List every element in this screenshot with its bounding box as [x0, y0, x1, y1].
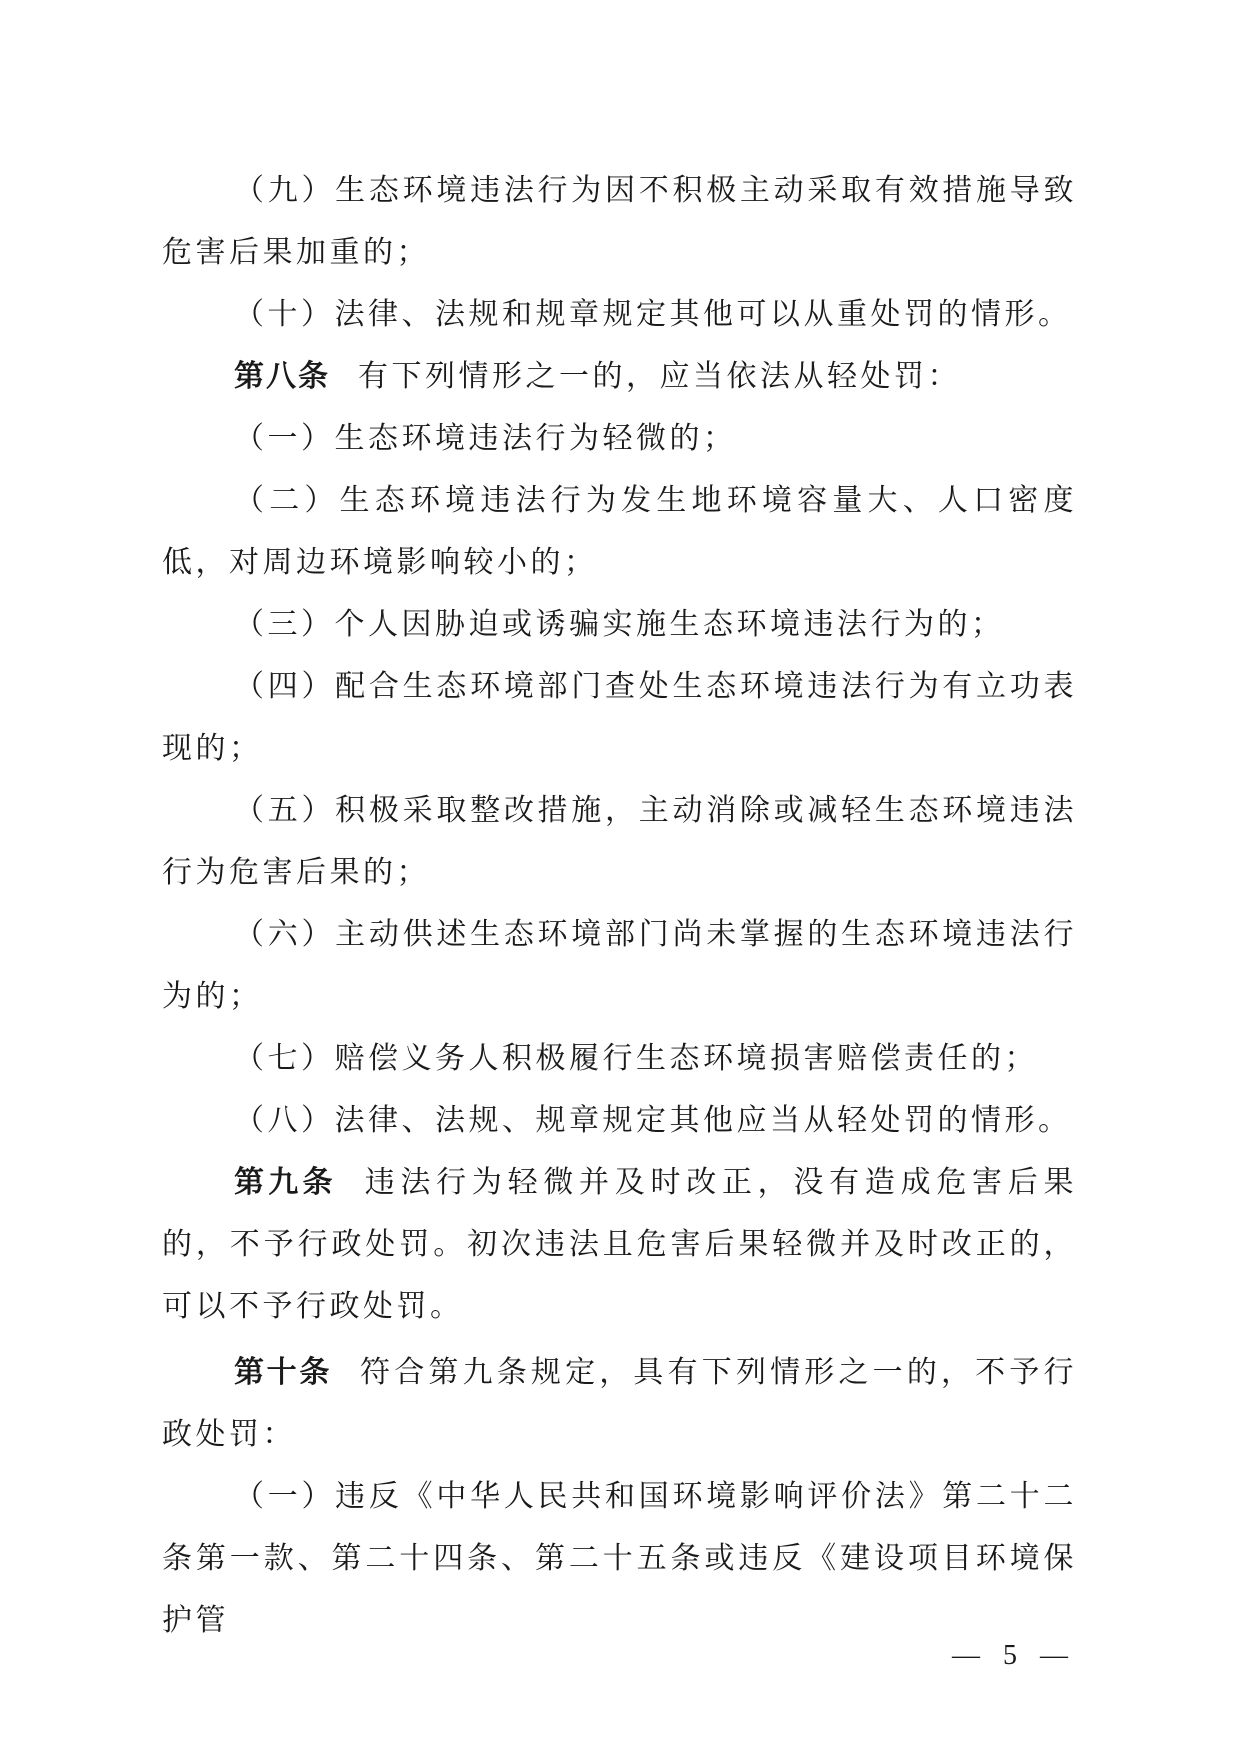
document-page: [162, 160, 1077, 1652]
paragraph-text: （八）法律、法规、规章规定其他应当从轻处罚的情形。: [234, 1103, 1072, 1138]
paragraph-item-2: [162, 470, 1077, 594]
paragraph-item-4: [162, 656, 1077, 780]
paragraph-text: 有下列情形之一的，应当依法从轻处罚：: [358, 359, 961, 394]
paragraph-item-10: [162, 284, 1077, 346]
paragraph-text: （二）生态环境违法行为发生地环境容量大、人口密度低，对周边环境影响较小的；: [162, 483, 1077, 580]
paragraph-item-6: [162, 904, 1077, 1028]
article-heading: 第八条: [234, 359, 330, 394]
paragraph-item-5: [162, 780, 1077, 904]
paragraph-text: （十）法律、法规和规章规定其他可以从重处罚的情形。: [234, 297, 1072, 332]
article-heading: 第十条: [234, 1355, 333, 1390]
paragraph-item-8: [162, 1090, 1077, 1152]
paragraph-text: （七）赔偿义务人积极履行生态环境损害赔偿责任的；: [234, 1041, 1038, 1076]
article-heading: 第九条: [234, 1165, 337, 1200]
paragraph-text: （一）违反《中华人民共和国环境影响评价法》第二十二条第一款、第二十四条、第二十五条或违反《建设项目环境保护管: [162, 1479, 1077, 1638]
paragraph-text: （九）生态环境违法行为因不积极主动采取有效措施导致危害后果加重的；: [162, 173, 1077, 270]
paragraph-text: （三）个人因胁迫或诱骗实施生态环境违法行为的；: [234, 607, 1005, 642]
paragraph-item-3: [162, 594, 1077, 656]
paragraph-text: （五）积极采取整改措施，主动消除或减轻生态环境违法行为危害后果的；: [162, 793, 1077, 890]
paragraph-text: （一）生态环境违法行为轻微的；: [234, 421, 737, 456]
article-9: [162, 1152, 1077, 1338]
paragraph-item-7: [162, 1028, 1077, 1090]
paragraph-text: （六）主动供述生态环境部门尚未掌握的生态环境违法行为的；: [162, 917, 1077, 1014]
paragraph-item-9: [162, 160, 1077, 284]
paragraph-text: 符合第九条规定，具有下列情形之一的，不予行政处罚：: [162, 1355, 1078, 1452]
paragraph-text: （四）配合生态环境部门查处生态环境违法行为有立功表现的；: [162, 669, 1077, 766]
paragraph-item-1: [162, 408, 1077, 470]
article-10: [162, 1342, 1077, 1466]
paragraph-item-1-art10: [162, 1466, 1077, 1652]
page-number: — 5 —: [952, 1640, 1076, 1671]
article-8: [162, 346, 1077, 408]
paragraph-text: 违法行为轻微并及时改正，没有造成危害后果的，不予行政处罚。初次违法且危害后果轻微并及时改正的，可以不予行政处罚。: [162, 1165, 1078, 1324]
